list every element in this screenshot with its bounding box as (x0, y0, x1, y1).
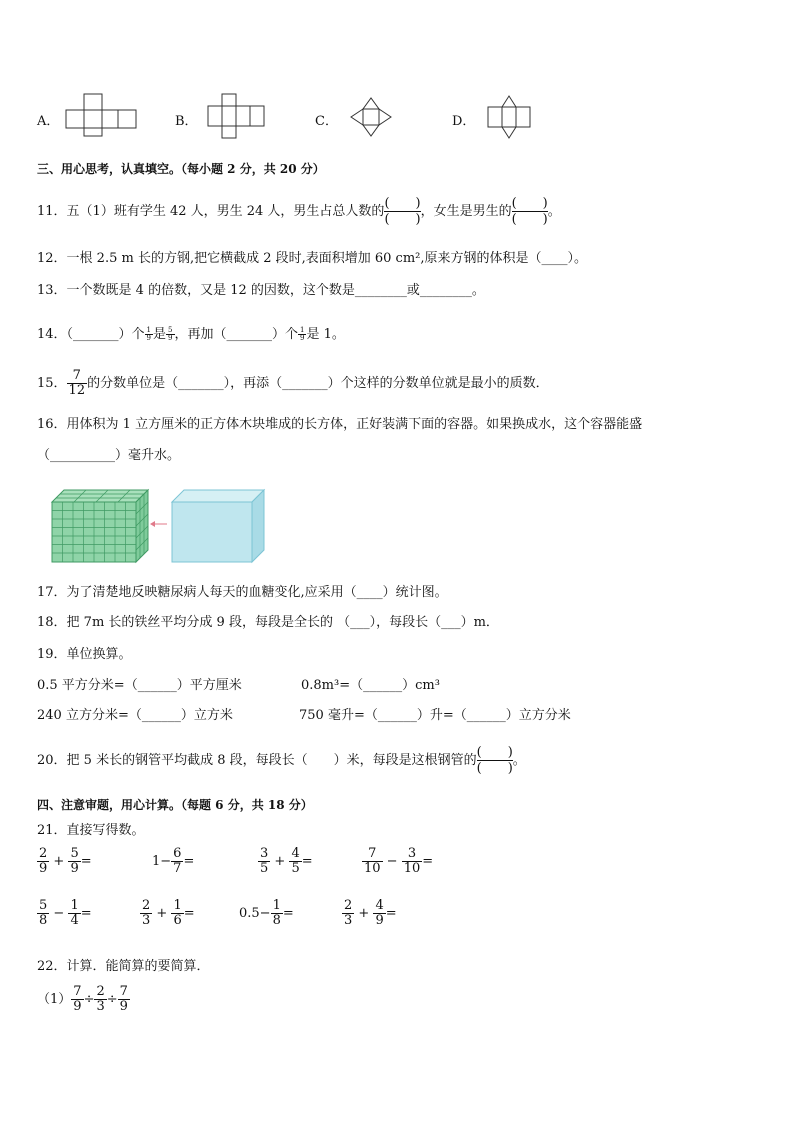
cube-block-figure (50, 488, 150, 564)
q14-text-d: 是 1。 (306, 327, 345, 342)
expr-fraction: $\frac{1}{6}$ (173, 898, 182, 928)
q11-text-a: 11．五（1）班有学生 42 人，男生 24 人，男生占总人数的 (37, 204, 385, 219)
q15-fraction: $\frac{7}{12}$ (68, 368, 86, 398)
question-22-expression: （1） $\frac{7}{9}$ ÷ $\frac{2}{3}$ ÷ $\frac{7}{9}$ (37, 984, 128, 1014)
expr-operator: − (382, 854, 402, 869)
expr-operator: + (49, 854, 69, 869)
q21-expression (37, 899, 92, 928)
net-c-icon (349, 96, 393, 138)
expr-fraction: $\frac{4}{9}$ (375, 898, 384, 928)
expr-operator: + (270, 854, 290, 869)
expr-operator: − (49, 906, 69, 921)
q20-text-c: 。 (512, 753, 526, 768)
expr-equals: = (422, 854, 434, 869)
expr-prefix: 1− (152, 854, 172, 869)
expr-fraction: $\frac{3}{5}$ (260, 846, 269, 876)
question-16-line-2: （__________）毫升水。 (37, 448, 181, 463)
q21-expression (362, 847, 433, 876)
expr-fraction: $\frac{5}{9}$ (70, 846, 79, 876)
container-figure (168, 488, 268, 564)
q22-fraction-3: $\frac{7}{9}$ (119, 984, 128, 1014)
q14-text-b: 是 (153, 327, 167, 342)
q21-expression (342, 899, 397, 928)
q19-row-1-right: 0.8m³=（______）cm³ (301, 678, 440, 693)
expr-fraction: $\frac{1}{4}$ (70, 898, 79, 928)
option-c-label: C． (315, 114, 338, 129)
expr-equals: = (183, 906, 195, 921)
expr-fraction: $\frac{3}{10}$ (403, 846, 421, 876)
section-4-heading: 四、注意审题，用心计算。（每题 6 分，共 18 分） (37, 798, 313, 812)
question-22-title: 22．计算．能简算的要简算． (37, 959, 210, 974)
q19-row-2-right: 750 毫升=（______）升=（______）立方分米 (299, 708, 571, 723)
expr-equals: = (80, 906, 92, 921)
question-21-title: 21．直接写得数。 (37, 823, 145, 838)
q22-fraction-2: $\frac{2}{3}$ (96, 984, 105, 1014)
expr-equals: = (282, 906, 294, 921)
question-11 (37, 196, 561, 227)
question-19-title: 19．单位换算。 (37, 647, 132, 662)
expr-fraction: $\frac{4}{5}$ (291, 846, 300, 876)
expr-equals: = (183, 854, 195, 869)
q14-fraction-1-9-b: $\frac{1}{9}$ (300, 326, 305, 342)
expr-prefix: 0.5− (239, 906, 271, 921)
question-14 (37, 326, 345, 344)
expr-fraction: $\frac{6}{7}$ (173, 846, 182, 876)
q21-expression (258, 847, 313, 876)
expr-fraction: $\frac{7}{10}$ (364, 846, 381, 876)
question-13: 13．一个数既是 4 的倍数，又是 12 的因数，这个数是________或________。 (37, 283, 485, 298)
cube-net-b-icon (207, 93, 265, 139)
question-17: 17．为了清楚地反映糖尿病人每天的血糖变化,应采用（____）统计图。 (37, 585, 448, 600)
section-3-heading: 三、用心思考，认真填空。（每小题 2 分，共 20 分） (37, 162, 325, 176)
question-18: 18．把 7m 长的铁丝平均分成 9 段，每段是全长的 （___），每段长（___）m． (37, 615, 499, 630)
q19-row-1-left: 0.5 平方分米=（______）平方厘米 (37, 678, 242, 693)
q21-expression (37, 847, 92, 876)
arrow-icon (149, 519, 169, 529)
expr-fraction: $\frac{2}{9}$ (39, 846, 48, 876)
question-20 (37, 745, 526, 776)
q19-row-2-left: 240 立方分米=（______）立方米 (37, 708, 233, 723)
q14-fraction-5-9: $\frac{5}{9}$ (168, 326, 173, 342)
expr-fraction: $\frac{5}{8}$ (39, 898, 48, 928)
cube-net-a-icon (65, 93, 137, 137)
question-12: 12．一根 2.5 m 长的方钢,把它横截成 2 段时,表面积增加 60 cm²,原来方钢的体积是（____）。 (37, 251, 587, 266)
q22-fraction-1: $\frac{7}{9}$ (73, 984, 82, 1014)
expr-fraction: $\frac{2}{3}$ (344, 898, 353, 928)
q21-expression (152, 847, 194, 876)
q15-text: 的分数单位是（_______），再添（_______）个这样的分数单位就是最小的质数． (87, 376, 549, 391)
q11-text-c: 。 (547, 204, 561, 219)
q11-text-b: ，女生是男生的 (420, 204, 512, 219)
q14-text-a: 14．（_______）个 (37, 327, 145, 342)
option-d-label: D． (452, 114, 476, 129)
expr-fraction: $\frac{2}{3}$ (142, 898, 151, 928)
question-15: 15． $\frac{7}{12}$ 的分数单位是（_______），再添（_______）个这样的分数单位就是最小的质数． (37, 368, 549, 398)
expr-fraction: $\frac{1}{8}$ (272, 898, 281, 928)
question-16-line-1: 16．用体积为 1 立方厘米的正方体木块堆成的长方体，正好装满下面的容器。如果换成水，这个容器能盛 (37, 417, 643, 432)
q21-expression (140, 899, 195, 928)
option-b-label: B． (175, 114, 198, 129)
net-d-icon (486, 94, 532, 140)
expr-equals: = (80, 854, 92, 869)
q20-text-a: 20．把 5 米长的钢管平均截成 8 段，每段长（ ）米，每段是这根钢管的 (37, 753, 477, 768)
expr-equals: = (385, 906, 397, 921)
q21-expression (239, 899, 294, 928)
q14-fraction-1-9: $\frac{1}{9}$ (146, 326, 152, 342)
q11-fraction-blank-1: $\frac{( )}{( )}$ (384, 196, 421, 227)
option-a-label: A． (37, 114, 60, 129)
expr-operator: + (152, 906, 172, 921)
expr-operator: + (354, 906, 374, 921)
expr-equals: = (301, 854, 313, 869)
q20-fraction-blank: $\frac{( )}{( )}$ (476, 745, 513, 776)
q14-text-c: ，再加（_______）个 (174, 327, 299, 342)
q11-fraction-blank-2: $\frac{( )}{( )}$ (511, 196, 548, 227)
